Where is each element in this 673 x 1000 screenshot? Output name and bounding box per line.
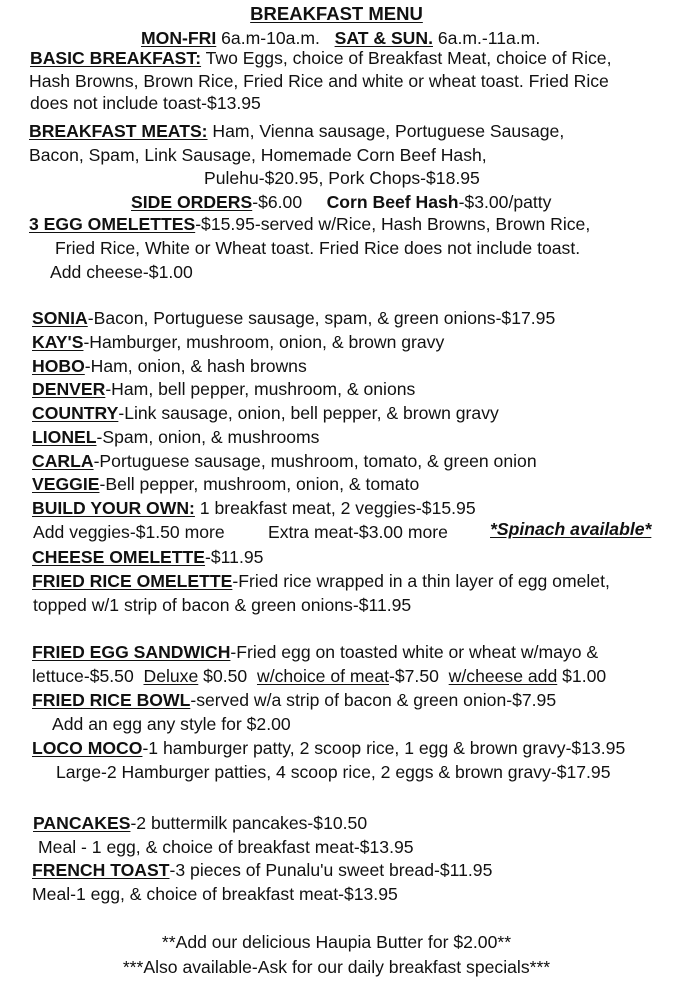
- fried-rice-bowl-name: FRIED RICE BOWL: [32, 690, 191, 710]
- omelette-item-country: COUNTRY-Link sausage, onion, bell pepper, & brown gravy: [32, 403, 499, 423]
- omelettes-line2: Fried Rice, White or Wheat toast. Fried Rice does not include toast.: [55, 238, 581, 258]
- deluxe-option: Deluxe: [143, 666, 199, 686]
- omelette-item-veggie: VEGGIE-Bell pepper, mushroom, onion, & tomato: [32, 474, 420, 494]
- basic-breakfast-line3: does not include toast-$13.95: [30, 93, 261, 113]
- fried-egg-sandwich-line1: FRIED EGG SANDWICH-Fried egg on toasted white or wheat w/mayo &: [32, 642, 599, 662]
- cheese-omelette-line: CHEESE OMELETTE-$11.95: [32, 547, 264, 567]
- french-toast-line: FRENCH TOAST-3 pieces of Punalu'u sweet bread-$11.95: [32, 860, 493, 880]
- omelettes-line1: 3 EGG OMELETTES-$15.95-served w/Rice, Hash Browns, Brown Rice,: [29, 214, 591, 234]
- weekend-hours: 6a.m.-11a.m.: [432, 28, 541, 48]
- side-orders-name: SIDE ORDERS: [131, 192, 253, 212]
- breakfast-meats-line1: BREAKFAST MEATS: Ham, Vienna sausage, Portuguese Sausage,: [29, 121, 565, 141]
- fried-egg-sandwich-name: FRIED EGG SANDWICH: [32, 642, 231, 662]
- loco-moco-name: LOCO MOCO: [32, 738, 143, 758]
- extra-meat-text: Extra meat-$3.00 more: [268, 522, 448, 542]
- menu-title: BREAKFAST MENU: [250, 3, 423, 24]
- pancakes-line: PANCAKES-2 buttermilk pancakes-$10.50: [33, 813, 368, 833]
- fried-rice-omelette-name: FRIED RICE OMELETTE: [32, 571, 233, 591]
- pancakes-meal: Meal - 1 egg, & choice of breakfast meat-$13.95: [38, 837, 414, 857]
- omelette-item-sonia: SONIA-Bacon, Portuguese sausage, spam, & green onions-$17.95: [32, 308, 556, 328]
- weekend-label: SAT & SUN.: [334, 28, 433, 48]
- omelette-item-denver: DENVER-Ham, bell pepper, mushroom, & onions: [32, 379, 416, 399]
- omelette-item-lionel: LIONEL-Spam, onion, & mushrooms: [32, 427, 320, 447]
- corn-beef-hash-name: Corn Beef Hash: [326, 192, 459, 212]
- spinach-note: *Spinach available*: [490, 519, 652, 539]
- omelettes-name: 3 EGG OMELETTES: [29, 214, 196, 234]
- loco-moco-large: Large-2 Hamburger patties, 4 scoop rice, 2 eggs & brown gravy-$17.95: [56, 762, 611, 782]
- french-toast-meal: Meal-1 egg, & choice of breakfast meat-$13.95: [32, 884, 398, 904]
- basic-breakfast-name: BASIC BREAKFAST:: [30, 48, 202, 68]
- omelette-item-carla: CARLA-Portuguese sausage, mushroom, tomato, & green onion: [32, 451, 537, 471]
- breakfast-meats-line3: Pulehu-$20.95, Pork Chops-$18.95: [204, 168, 480, 188]
- omelettes-line3: Add cheese-$1.00: [50, 262, 193, 282]
- haupia-butter-note: **Add our delicious Haupia Butter for $2.00**: [161, 932, 512, 952]
- side-orders-line: SIDE ORDERS-$6.00 Corn Beef Hash-$3.00/patty: [131, 192, 552, 212]
- choice-of-meat-option: w/choice of meat: [256, 666, 389, 686]
- fried-rice-omelette-line1: FRIED RICE OMELETTE-Fried rice wrapped in a thin layer of egg omelet,: [32, 571, 610, 591]
- french-toast-name: FRENCH TOAST: [32, 860, 170, 880]
- basic-breakfast-line2: Hash Browns, Brown Rice, Fried Rice and white or wheat toast. Fried Rice: [29, 71, 609, 91]
- omelette-item-kays: KAY'S-Hamburger, mushroom, onion, & brown gravy: [32, 332, 445, 352]
- daily-specials-note: ***Also available-Ask for our daily breakfast specials***: [122, 957, 551, 977]
- cheese-omelette-name: CHEESE OMELETTE: [32, 547, 206, 567]
- cheese-add-option: w/cheese add: [448, 666, 558, 686]
- fried-rice-omelette-line2: topped w/1 strip of bacon & green onions-$11.95: [33, 595, 412, 615]
- hours-line: [141, 27, 540, 49]
- omelette-item-hobo: HOBO-Ham, onion, & hash browns: [32, 356, 307, 376]
- basic-breakfast-line1: BASIC BREAKFAST: Two Eggs, choice of Breakfast Meat, choice of Rice,: [30, 48, 612, 68]
- weekday-hours: 6a.m-10a.m.: [216, 28, 320, 48]
- add-veggies-text: Add veggies-$1.50 more: [33, 522, 225, 542]
- pancakes-name: PANCAKES: [33, 813, 131, 833]
- breakfast-meats-line2: Bacon, Spam, Link Sausage, Homemade Corn Beef Hash,: [29, 145, 487, 165]
- fried-rice-bowl-line: FRIED RICE BOWL-served w/a strip of bacon & green onion-$7.95: [32, 690, 557, 710]
- breakfast-meats-name: BREAKFAST MEATS:: [29, 121, 208, 141]
- fried-rice-bowl-add-egg: Add an egg any style for $2.00: [52, 714, 291, 734]
- fried-egg-sandwich-line2: lettuce-$5.50 Deluxe $0.50 w/choice of meat-$7.50 w/cheese add $1.00: [32, 666, 607, 686]
- omelette-item-build-your-own: BUILD YOUR OWN: 1 breakfast meat, 2 veggies-$15.95: [32, 498, 476, 518]
- weekday-label: MON-FRI: [141, 28, 217, 48]
- loco-moco-line: LOCO MOCO-1 hamburger patty, 2 scoop rice, 1 egg & brown gravy-$13.95: [32, 738, 626, 758]
